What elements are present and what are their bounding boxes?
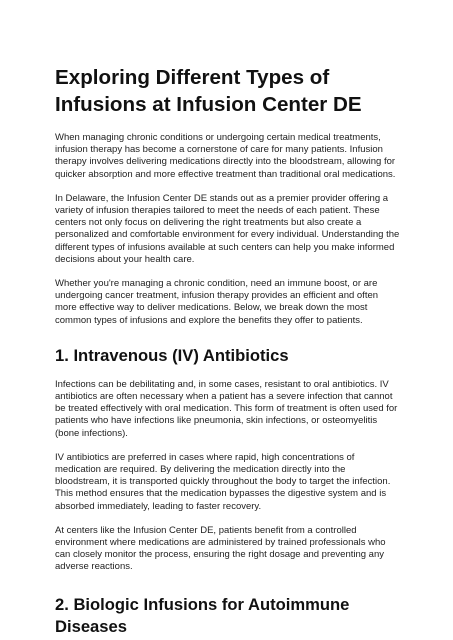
section1-paragraph-1: Infections can be debilitating and, in some cases, resistant to oral antibiotics. IV antibiotics are often necessary when a patient has a severe infection that cannot be treated effectively with oral medication. This form of treatment is often used for patients who have infections like pneumonia, skin infections, or osteomyelitis (bone infections). bbox=[55, 378, 398, 439]
section-heading-biologic-infusions: 2. Biologic Infusions for Autoimmune Diseases bbox=[55, 594, 350, 636]
intro-paragraph-3: Whether you're managing a chronic condition, need an immune boost, or are undergoing cancer treatment, infusion therapy provides an efficient and often more effective way to deliver medications. Below, we break down the most common types of infusions and explore the benefits they offer to patients. bbox=[55, 278, 379, 326]
page-title: Exploring Different Types of Infusions at Infusion Center DE bbox=[55, 66, 362, 116]
intro-paragraph-1: When managing chronic conditions or undergoing certain medical treatments, infusion therapy has become a cornerstone of care for many patients. Infusion therapy involves delivering medications directly into the bloodstream, allowing for quicker absorption and more effective treatment than traditional oral medications. bbox=[55, 132, 396, 180]
section-heading-iv-antibiotics: 1. Intravenous (IV) Antibiotics bbox=[55, 345, 289, 365]
intro-paragraph-2: In Delaware, the Infusion Center DE stands out as a premier provider offering a variety of infusion therapies tailored to meet the needs of each patient. These centers not only focus on delivering the right treatments but also create a personalized and comfortable environment for every individual. Understanding the different types of infusions available at such centers can help you make informed decisions about your health care. bbox=[55, 192, 400, 265]
section1-paragraph-3: At centers like the Infusion Center DE, patients benefit from a controlled environment where medications are administered by trained professionals who can closely monitor the process, ensuring the right dosage and preventing any adverse reactions. bbox=[55, 524, 386, 573]
section1-paragraph-2: IV antibiotics are preferred in cases where rapid, high concentrations of medication are required. By delivering the medication directly into the bloodstream, it is transported quickly throughout the body to target the infection. This method ensures that the medication bypasses the digestive system and is absorbed immediately, leading to faster recovery. bbox=[55, 451, 391, 512]
